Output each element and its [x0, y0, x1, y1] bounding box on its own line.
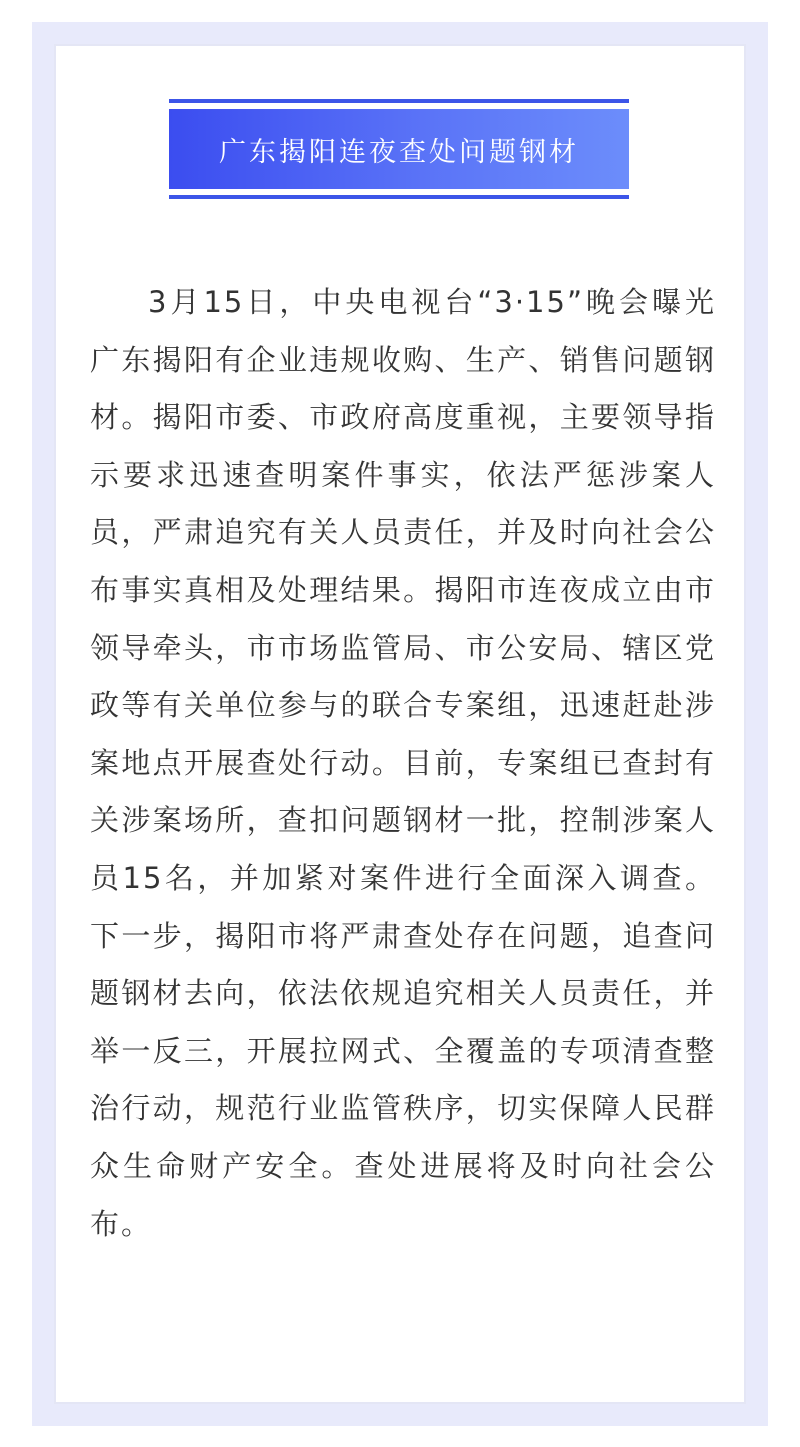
title-bottom-rule	[169, 195, 629, 199]
title-bar	[169, 109, 629, 189]
title-top-rule	[169, 99, 629, 103]
article-title: 广东揭阳连夜查处问题钢材	[219, 136, 579, 168]
title-block	[169, 79, 629, 199]
article-body: 3月15日，中央电视台“3·15”晚会曝光广东揭阳有企业违规收购、生产、销售问题钢材。揭阳市委、市政府高度重视，主要领导指示要求迅速查明案件事实，依法严惩涉案人员，严肃追究有关人员责任，并及时向社会公布事实真相及处理结果。揭阳市连夜成立由市领导牵头，市市场监管局、市公安局、辖区党政等有关单位参与的联合专案组，迅速赶赴涉案地点开展查处行动。目前，专案组已查封有关涉案场所，查扣问题钢材一批，控制涉案人员15名，并加紧对案件进行全面深入调查。下一步，揭阳市将严肃查处存在问题，追查问题钢材去向，依法依规追究相关人员责任，并举一反三，开展拉网式、全覆盖的专项清查整治行动，规范行业监管秩序，切实保障人民群众生命财产安全。查处进展将及时向社会公布。	[90, 285, 716, 1241]
page-frame	[32, 22, 768, 1426]
